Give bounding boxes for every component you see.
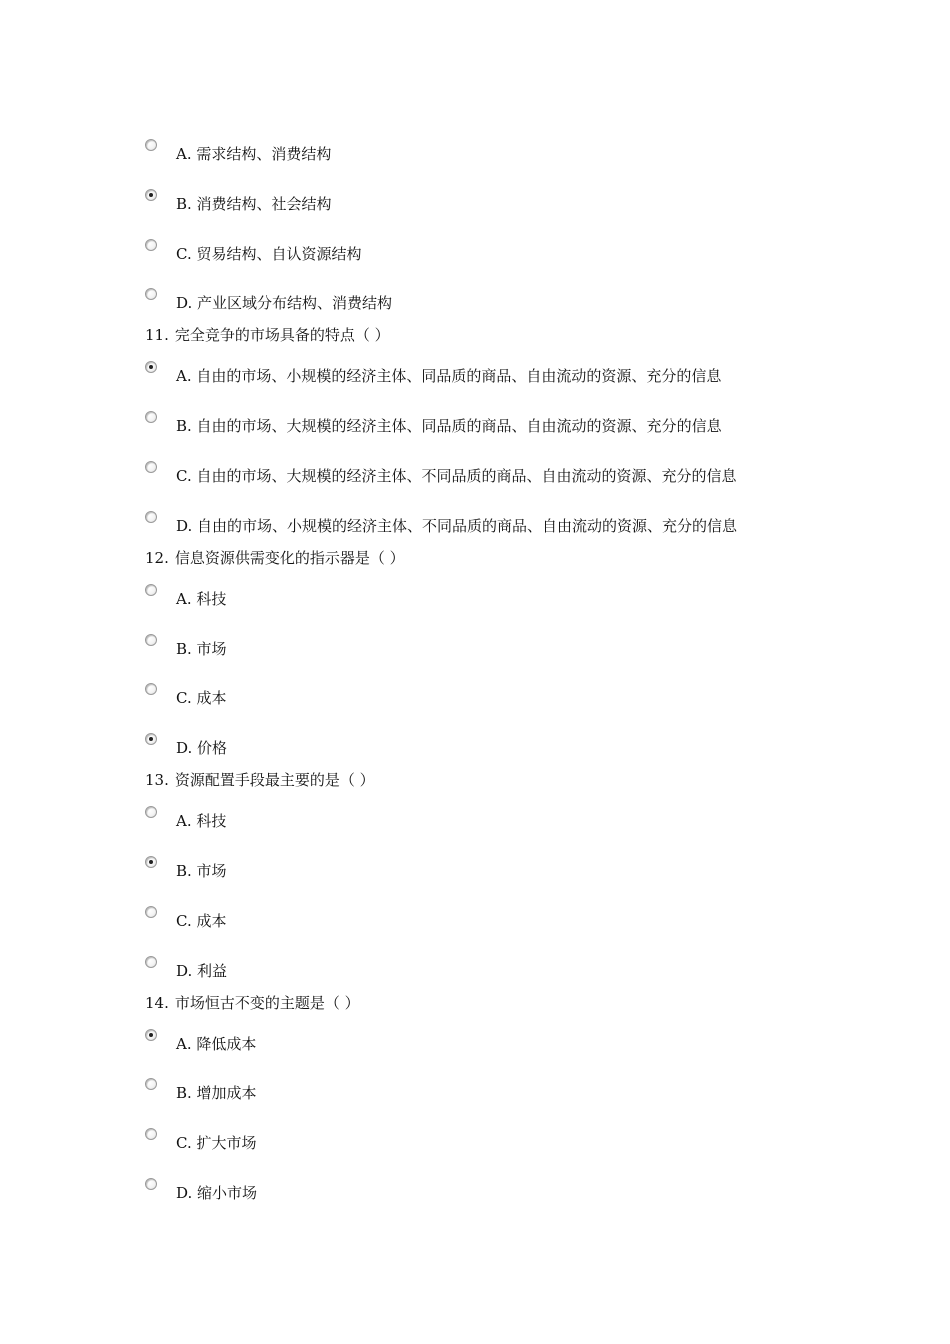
radio-unchecked-icon[interactable] xyxy=(145,511,157,523)
question-14 xyxy=(145,994,360,1012)
radio-unchecked-icon[interactable] xyxy=(145,288,157,300)
option-label: B. 消费结构、社会结构 xyxy=(176,195,332,213)
option-label: C. 成本 xyxy=(176,912,227,930)
radio-dot-icon xyxy=(149,193,153,197)
radio-dot-icon xyxy=(149,737,153,741)
option-label: C. 成本 xyxy=(176,689,227,707)
answer-option[interactable] xyxy=(145,584,925,610)
question-number: 12. xyxy=(145,548,169,567)
option-label: C. 自由的市场、大规模的经济主体、不同品质的商品、自由流动的资源、充分的信息 xyxy=(176,467,737,485)
question-number: 14. xyxy=(145,993,169,1012)
answer-option[interactable] xyxy=(145,856,925,882)
answer-option[interactable] xyxy=(145,139,925,165)
radio-unchecked-icon[interactable] xyxy=(145,1178,157,1190)
option-label: B. 市场 xyxy=(176,640,227,658)
option-label: B. 增加成本 xyxy=(176,1084,257,1102)
radio-unchecked-icon[interactable] xyxy=(145,906,157,918)
answer-option[interactable] xyxy=(145,1128,925,1154)
radio-checked-icon[interactable] xyxy=(145,1029,157,1041)
answer-option[interactable] xyxy=(145,288,925,314)
radio-unchecked-icon[interactable] xyxy=(145,1078,157,1090)
question-13 xyxy=(145,771,375,789)
radio-dot-icon xyxy=(149,1033,153,1037)
answer-option[interactable] xyxy=(145,189,925,215)
answer-option[interactable] xyxy=(145,806,925,832)
question-number: 11. xyxy=(145,326,169,345)
answer-option[interactable] xyxy=(145,634,925,660)
option-label: A. 降低成本 xyxy=(176,1035,257,1053)
answer-option[interactable] xyxy=(145,683,925,709)
answer-option[interactable] xyxy=(145,906,925,932)
radio-unchecked-icon[interactable] xyxy=(145,239,157,251)
option-label: D. 价格 xyxy=(176,739,228,757)
radio-dot-icon xyxy=(149,365,153,369)
answer-option[interactable] xyxy=(145,411,925,437)
question-prompt: 资源配置手段最主要的是（ ） xyxy=(174,771,375,790)
answer-option[interactable] xyxy=(145,1078,925,1104)
answer-option[interactable] xyxy=(145,361,925,387)
radio-unchecked-icon[interactable] xyxy=(145,139,157,151)
question-prompt: 市场恒古不变的主题是（ ） xyxy=(174,993,360,1012)
answer-option[interactable] xyxy=(145,956,925,982)
option-label: B. 市场 xyxy=(176,862,227,880)
option-label: C. 贸易结构、自认资源结构 xyxy=(176,245,362,263)
answer-option[interactable] xyxy=(145,511,925,537)
radio-unchecked-icon[interactable] xyxy=(145,683,157,695)
option-label: B. 自由的市场、大规模的经济主体、同品质的商品、自由流动的资源、充分的信息 xyxy=(176,417,722,435)
option-label: A. 需求结构、消费结构 xyxy=(176,145,332,163)
answer-option[interactable] xyxy=(145,239,925,265)
answer-option[interactable] xyxy=(145,733,925,759)
radio-unchecked-icon[interactable] xyxy=(145,411,157,423)
option-label: D. 自由的市场、小规模的经济主体、不同品质的商品、自由流动的资源、充分的信息 xyxy=(176,517,738,535)
question-prompt: 信息资源供需变化的指示器是（ ） xyxy=(174,548,405,567)
radio-unchecked-icon[interactable] xyxy=(145,634,157,646)
option-label: A. 科技 xyxy=(176,812,227,830)
radio-checked-icon[interactable] xyxy=(145,361,157,373)
option-label: D. 缩小市场 xyxy=(176,1184,258,1202)
option-label: A. 科技 xyxy=(176,590,227,608)
radio-checked-icon[interactable] xyxy=(145,189,157,201)
radio-checked-icon[interactable] xyxy=(145,856,157,868)
option-label: D. 产业区域分布结构、消费结构 xyxy=(176,294,393,312)
radio-unchecked-icon[interactable] xyxy=(145,956,157,968)
question-12 xyxy=(145,549,405,567)
radio-unchecked-icon[interactable] xyxy=(145,806,157,818)
radio-dot-icon xyxy=(149,860,153,864)
radio-checked-icon[interactable] xyxy=(145,733,157,745)
question-11 xyxy=(145,326,390,344)
question-number: 13. xyxy=(145,771,169,790)
radio-unchecked-icon[interactable] xyxy=(145,1128,157,1140)
option-label: C. 扩大市场 xyxy=(176,1134,257,1152)
question-prompt: 完全竞争的市场具备的特点（ ） xyxy=(174,326,390,345)
radio-unchecked-icon[interactable] xyxy=(145,584,157,596)
answer-option[interactable] xyxy=(145,1029,925,1055)
option-label: D. 利益 xyxy=(176,962,228,980)
answer-option[interactable] xyxy=(145,1178,925,1204)
radio-unchecked-icon[interactable] xyxy=(145,461,157,473)
option-label: A. 自由的市场、小规模的经济主体、同品质的商品、自由流动的资源、充分的信息 xyxy=(176,367,722,385)
answer-option[interactable] xyxy=(145,461,925,487)
